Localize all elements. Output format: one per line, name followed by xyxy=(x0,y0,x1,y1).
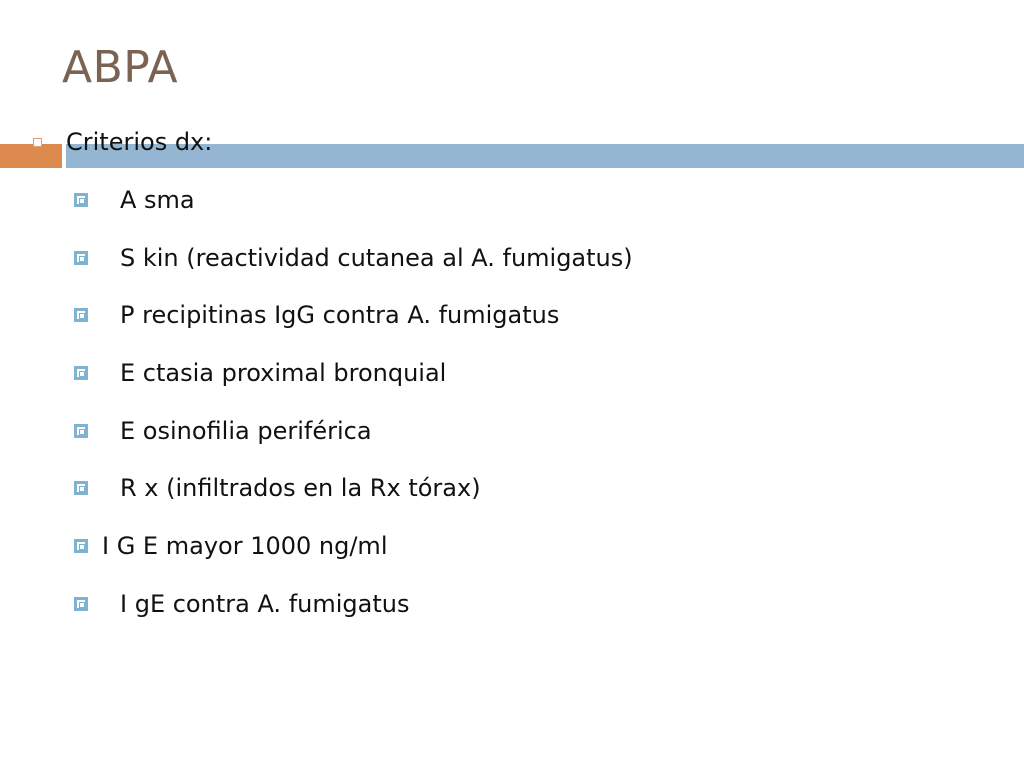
square-bullet-icon xyxy=(74,193,88,207)
slide-title: ABPA xyxy=(62,42,179,93)
square-bullet-icon xyxy=(74,539,88,553)
list-item-text: S kin (reactividad cutanea al A. fumigatus) xyxy=(120,244,633,272)
accent-bar-orange xyxy=(0,144,62,168)
list-item-text: I G E mayor 1000 ng/ml xyxy=(102,532,388,560)
square-bullet-icon xyxy=(74,481,88,495)
square-bullet-icon xyxy=(74,308,88,322)
section-label: Criterios dx: xyxy=(66,128,213,156)
square-bullet-icon xyxy=(33,138,42,147)
square-bullet-icon xyxy=(74,597,88,611)
list-item-text: E osinofilia periférica xyxy=(120,417,372,445)
square-bullet-icon xyxy=(74,251,88,265)
list-item-text: E ctasia proximal bronquial xyxy=(120,359,447,387)
square-bullet-icon xyxy=(74,366,88,380)
list-item-text: P recipitinas IgG contra A. fumigatus xyxy=(120,301,560,329)
list-item-text: A sma xyxy=(120,186,195,214)
square-bullet-icon xyxy=(74,424,88,438)
list-item-text: R x (infiltrados en la Rx tórax) xyxy=(120,474,481,502)
list-item-text: I gE contra A. fumigatus xyxy=(120,590,410,618)
